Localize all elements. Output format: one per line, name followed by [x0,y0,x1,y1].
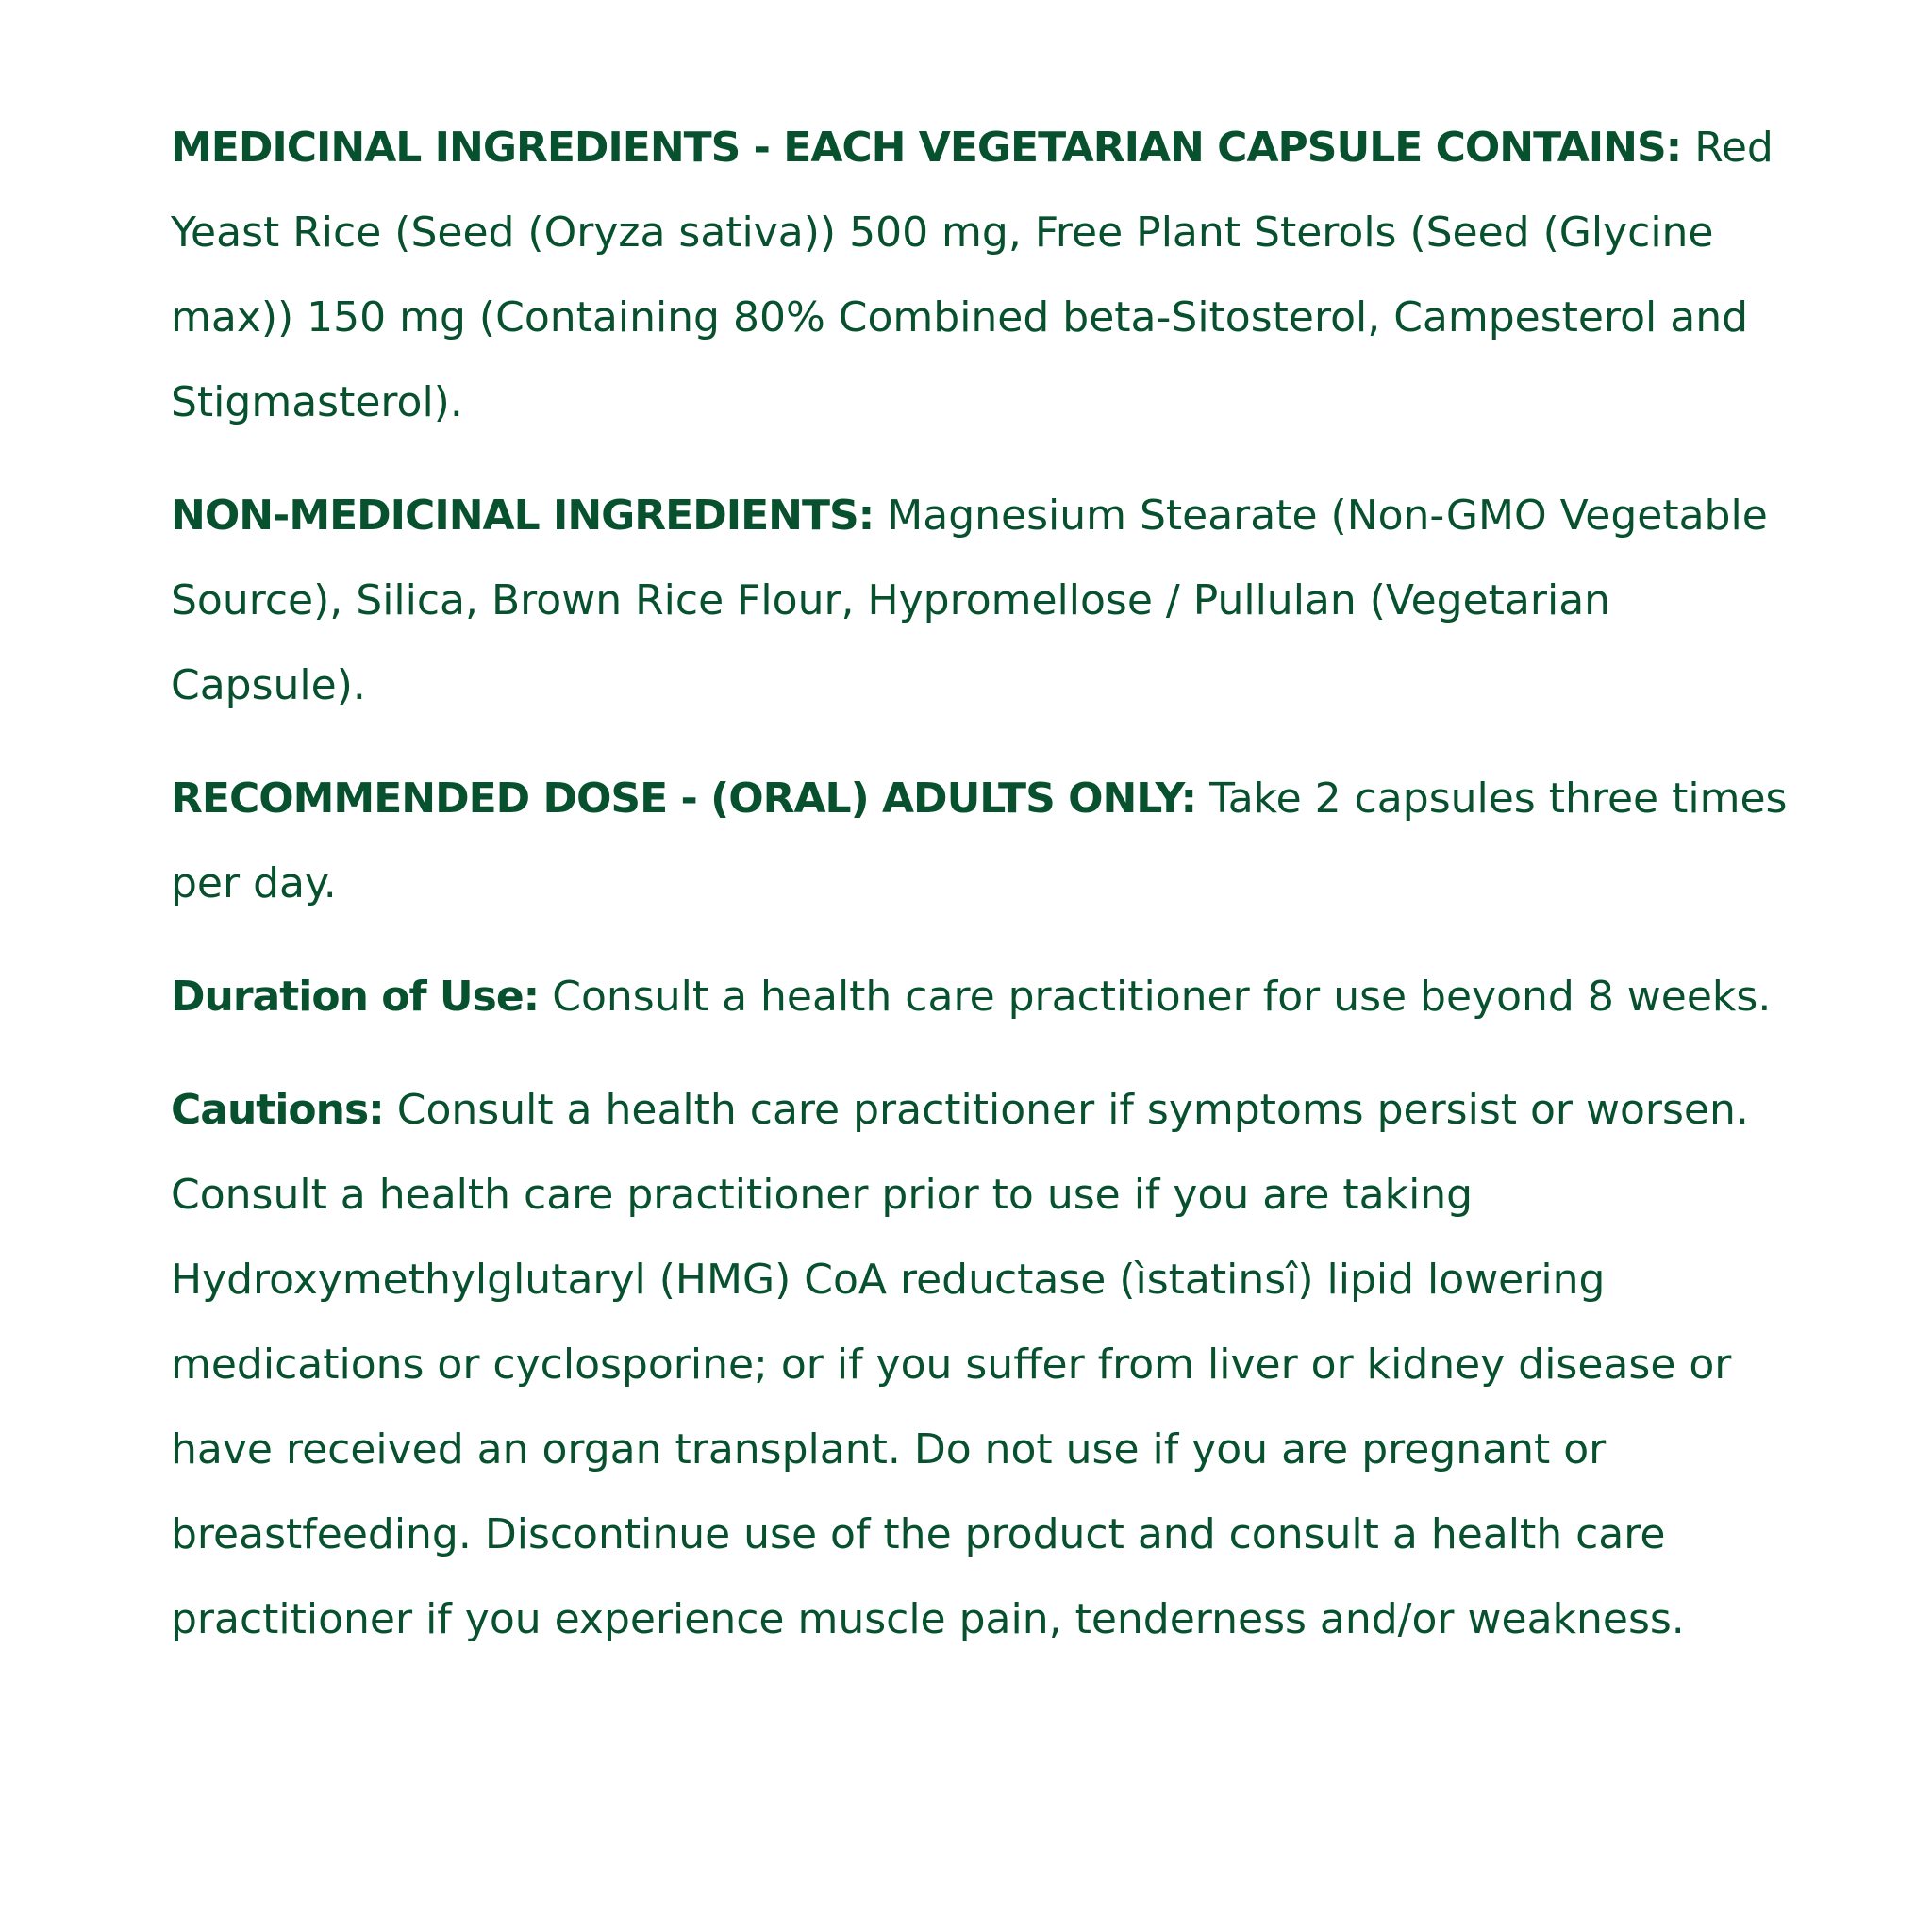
non-medicinal-ingredients-text: Magnesium Stearate (Non-GMO Vegetable Source), Silica, Brown Rice Flour, Hypromellose / Pullulan (Vegetarian Capsule). [171,491,1768,709]
cautions-label: Cautions: [171,1086,384,1134]
cautions-section [171,1068,1803,1662]
medicinal-ingredients-text: Red Yeast Rice (Seed (Oryza sativa)) 500 mg, Free Plant Sterols (Seed (Glycine max)) 150 mg (Containing 80% Combined beta-Sitosterol, Campesterol and Stigmasterol). [171,124,1774,426]
medicinal-ingredients-label: MEDICINAL INGREDIENTS - EACH VEGETARIAN CAPSULE CONTAINS: [171,124,1682,172]
cautions-text: Consult a health care practitioner if symptoms persist or worsen. Consult a health care practitioner prior to use if you are taking Hydroxymethylglutaryl (HMG) CoA reductase (ìstatinsî) lipid lowering medications or cyclosporine; or if you suffer from liver or kidney disease or have received an organ transplant. Do not use if you are pregnant or breastfeeding. Discontinue use of the product and consult a health care practitioner if you experience muscle pain, tenderness and/or weakness. [171,1086,1749,1643]
duration-of-use-text: Consult a health care practitioner for use beyond 8 weeks. [539,973,1772,1021]
recommended-dose-text: Take 2 capsules three times per day. [171,774,1788,908]
duration-of-use-section [171,955,1803,1040]
duration-of-use-label: Duration of Use: [171,973,540,1021]
medicinal-ingredients-section [171,106,1803,445]
non-medicinal-ingredients-label: NON-MEDICINAL INGREDIENTS: [171,491,874,540]
recommended-dose-section [171,757,1803,926]
recommended-dose-label: RECOMMENDED DOSE - (ORAL) ADULTS ONLY: [171,774,1197,823]
product-label-text [171,106,1803,1690]
non-medicinal-ingredients-section [171,474,1803,728]
